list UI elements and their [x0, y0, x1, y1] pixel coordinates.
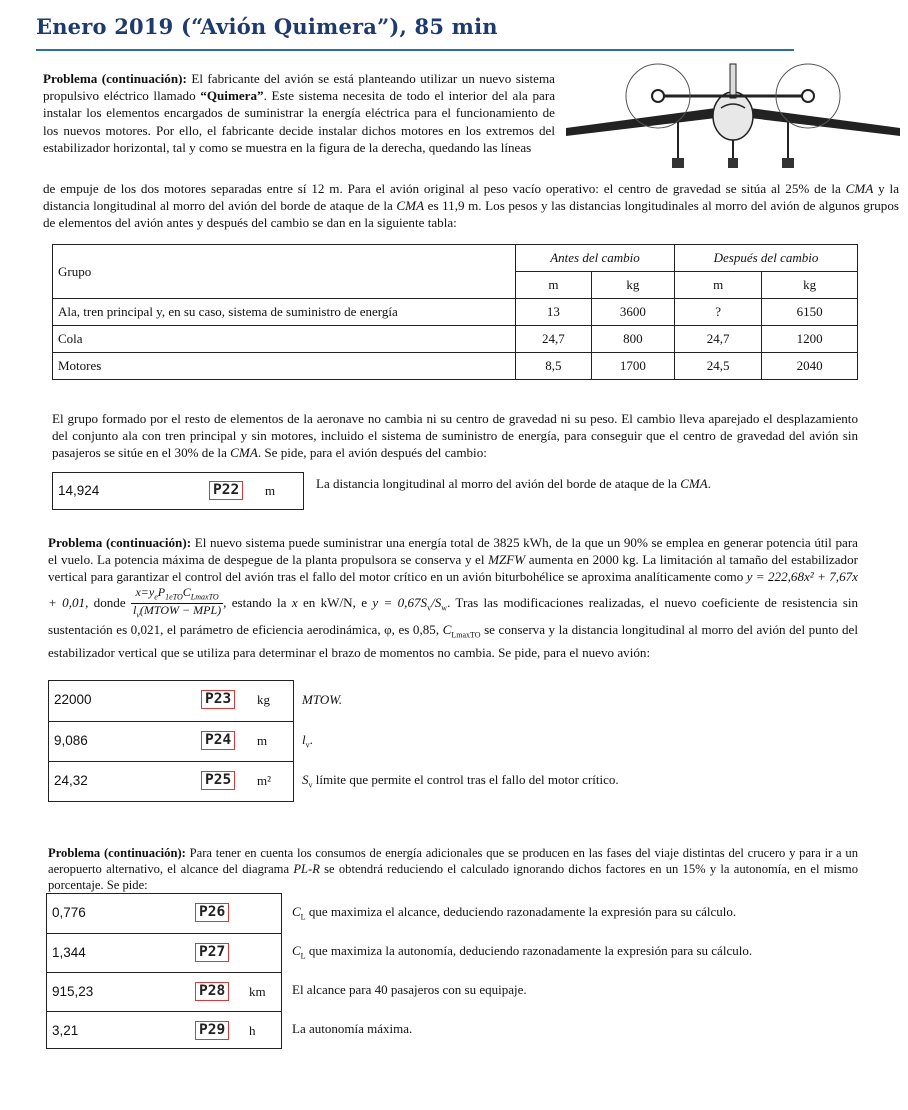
- cell-group: Motores: [53, 353, 516, 380]
- problem-2-text: Problema (continuación): El nuevo sistema puede suministrar una energía total de 3825 kWh, de la que un 90% se emplea en generar potencia útil para el vuelo. La potencia máxima de despegue de la planta propulsora se conserva y el MZFW aumenta en 2000 kg. La limitación al tamaño del estabilizador vertical para garantizar el control del avión tras el fallo del motor crítico en un avión biturbohélice se aproxima analíticamente como y = 222,68x² + 7,67x + 0,01, donde $\frac{x=y_eP_{1eTO}C_{LmaxTO}}{l_v(MTOW - MPL)}$ , estando la x en kW/N, e $y = 0,67S_v/S_w$. Tras las modificaciones realizadas, el nuevo coeficiente de resistencia sin sustentación es 0,021, el parámetro de eficiencia aerodinámica, φ, es 0,85, $C_{LmaxTO}$ se conserva y la distancia longitudinal al morro del avión del punto del estabilizador vertical que se utiliza para determinar el brazo de momentos no cambia. Se pide, para el nuevo avión:: [48, 535, 859, 661]
- answer-unit: km: [249, 984, 266, 999]
- answer-value-input[interactable]: 1,344: [52, 945, 86, 960]
- table-row: [53, 326, 858, 353]
- answer-row-p24: [49, 721, 293, 761]
- answer-description: $S_v$ límite que permite el control tras el fallo del motor crítico.: [302, 772, 619, 790]
- answer-row-p23: [49, 681, 293, 721]
- data-table: [52, 244, 858, 380]
- answer-unit: kg: [257, 692, 270, 707]
- table-row: [53, 299, 858, 326]
- answer-description: La distancia longitudinal al morro del avión del borde de ataque de la CMA.: [316, 476, 711, 491]
- cell-m-after: ?: [675, 299, 762, 326]
- answer-code-label: P29: [195, 1021, 229, 1040]
- problem-3-text: Problema (continuación): Para tener en cuenta los consumos de energía adicionales que se producen en las fases del viaje distintas del crucero y para ir a un aeropuerto alternativo, el alcance del diagrama PL-R se obtendrá reduciendo el calculado ignorando dichos factores en un 15% y la autonomía, en el mismo porcentaje. Se pide:: [48, 846, 858, 893]
- problem-1-intro: Problema (continuación): El fabricante del avión se está planteando utilizar un nuevo sistema propulsivo eléctrico llamado “Quimera”. Este sistema necesita de todo el interior del ala para instalar los elementos encargados de suministrar la energía eléctrica para el funcionamiento de los nuevos motores. Por ello, el fabricante decide instalar dichos motores en los extremos del estabilizador horizontal, tal y como se muestra en la figura de la derecha, quedando las líneas: [43, 71, 556, 155]
- answer-unit: m²: [257, 773, 272, 788]
- answer-description: El alcance para 40 pasajeros con su equipaje.: [292, 982, 527, 997]
- answer-code-label: P22: [209, 481, 243, 500]
- answer-code-label: P27: [195, 943, 229, 962]
- answer-code-label: P25: [201, 771, 235, 790]
- col-unit-kg-after: kg: [762, 272, 858, 299]
- answer-row-p25: [49, 761, 293, 801]
- answer-value-input[interactable]: 915,23: [52, 984, 94, 999]
- problem-1-tail: El grupo formado por el resto de elementos de la aeronave no cambia ni su centro de gravedad ni su peso. El cambio lleva aparejado el desplazamiento del conjunto ala con tren principal y sin motores, incluido el sistema de suministro de energía, para conseguir que el centro de gravedad del avión sin pasajeros se sitúe en el 30% de la CMA. Se pide, para el avión después del cambio:: [52, 411, 858, 461]
- answer-group-p23-p25: [48, 680, 294, 802]
- answer-row-p27: [47, 933, 281, 972]
- answer-value-input[interactable]: 0,776: [52, 905, 86, 920]
- answer-code-label: P23: [201, 690, 235, 709]
- col-unit-m-before: m: [516, 272, 592, 299]
- col-header-group: Grupo: [53, 245, 516, 299]
- page-title: Enero 2019 (“Avión Quimera”), 85 min: [36, 14, 498, 39]
- problem-1-continued: de empuje de los dos motores separadas entre sí 12 m. Para el avión original al peso vacío operativo: el centro de gravedad se sitúa al 25% de la CMA y la distancia longitudinal al morro del avión del borde de ataque de la CMA es 11,9 m. Los pesos y las distancias longitudinales al morro del avión de algunos grupos de elementos del avión antes y después del cambio se dan en la siguiente tabla:: [43, 181, 900, 231]
- answer-code-label: P26: [195, 903, 229, 922]
- col-header-before: Antes del cambio: [516, 245, 675, 272]
- col-unit-m-after: m: [675, 272, 762, 299]
- answer-value-input[interactable]: 14,924: [58, 483, 100, 498]
- formula-fraction: $\frac{x=y_eP_{1eTO}C_{LmaxTO}}{l_v(MTOW - MPL)}$: [133, 584, 222, 620]
- answer-row-p26: [47, 894, 281, 933]
- answer-row-p29: [47, 1011, 281, 1050]
- cell-kg-after: 6150: [762, 299, 858, 326]
- col-unit-kg-before: kg: [591, 272, 674, 299]
- aircraft-front-view-icon: [566, 60, 900, 172]
- cell-group: Cola: [53, 326, 516, 353]
- cell-group: Ala, tren principal y, en su caso, sistema de suministro de energía: [53, 299, 516, 326]
- cell-m-after: 24,7: [675, 326, 762, 353]
- answer-description: $C_L$ que maximiza el alcance, deduciendo razonadamente la expresión para su cálculo.: [292, 904, 737, 922]
- answer-code-label: P28: [195, 982, 229, 1001]
- answer-value-input[interactable]: 22000: [54, 692, 92, 707]
- title-divider: [36, 49, 794, 51]
- cell-m-before: 24,7: [516, 326, 592, 353]
- answer-description: MTOW.: [302, 692, 343, 707]
- answer-group-p26-p29: [46, 893, 282, 1049]
- answer-description: La autonomía máxima.: [292, 1021, 413, 1036]
- cell-m-before: 13: [516, 299, 592, 326]
- answer-value-input[interactable]: 24,32: [54, 773, 88, 788]
- answer-unit: m: [265, 483, 276, 498]
- cell-kg-before: 1700: [591, 353, 674, 380]
- answer-value-input[interactable]: 9,086: [54, 733, 88, 748]
- answer-value-input[interactable]: 3,21: [52, 1023, 79, 1038]
- cell-kg-after: 1200: [762, 326, 858, 353]
- answer-description: $C_L$ que maximiza la autonomía, deduciendo razonadamente la expresión para su cálculo.: [292, 943, 753, 961]
- answer-code-label: P24: [201, 731, 235, 750]
- cell-kg-after: 2040: [762, 353, 858, 380]
- cell-kg-before: 3600: [591, 299, 674, 326]
- cell-m-before: 8,5: [516, 353, 592, 380]
- col-header-after: Después del cambio: [675, 245, 858, 272]
- cell-m-after: 24,5: [675, 353, 762, 380]
- answer-unit: m: [257, 733, 268, 748]
- table-row: [53, 353, 858, 380]
- answer-row-p28: [47, 972, 281, 1011]
- answer-box-p22: [52, 472, 304, 510]
- cell-kg-before: 800: [591, 326, 674, 353]
- answer-unit: h: [249, 1023, 256, 1038]
- answer-description: $l_v$.: [302, 732, 313, 750]
